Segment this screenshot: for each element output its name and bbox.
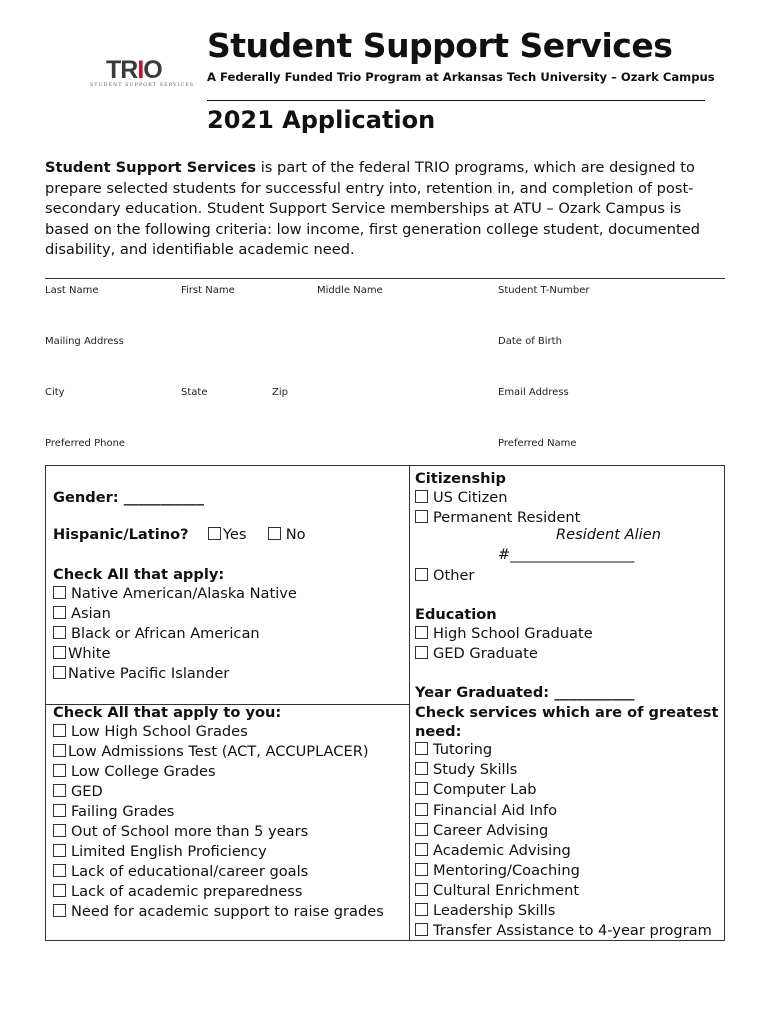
service-item[interactable]: Computer Lab <box>415 781 537 799</box>
checkbox[interactable] <box>53 626 66 639</box>
service-item[interactable]: Study Skills <box>415 761 517 779</box>
checkbox[interactable] <box>415 903 428 916</box>
service-item[interactable]: Transfer Assistance to 4-year program <box>415 922 712 940</box>
hs-grad-option[interactable]: High School Graduate <box>415 625 593 643</box>
checkbox[interactable] <box>415 490 428 503</box>
service-item[interactable]: Mentoring/Coaching <box>415 862 580 880</box>
gender-field[interactable]: Gender: ___________ <box>53 489 204 506</box>
phone-label: Preferred Phone <box>45 438 126 449</box>
services-heading-line2: need: <box>415 723 462 740</box>
checkbox[interactable] <box>53 784 66 797</box>
race-item[interactable]: Black or African American <box>53 625 260 643</box>
checkbox[interactable] <box>415 626 428 639</box>
header-divider <box>207 100 705 101</box>
checkbox[interactable] <box>53 586 66 599</box>
checkbox[interactable] <box>53 884 66 897</box>
hispanic-label: Hispanic/Latino? <box>53 526 189 543</box>
permanent-resident-option[interactable]: Permanent Resident <box>415 509 580 527</box>
checkbox[interactable] <box>415 883 428 896</box>
trio-logo-word: TRIO <box>106 56 162 84</box>
checkbox[interactable] <box>415 923 428 936</box>
email-label: Email Address <box>498 387 569 398</box>
checkbox[interactable] <box>415 646 428 659</box>
intro-body: is part of the federal TRIO programs, which are designed to prepare selected students for successful entry into, retention in, and completion of post-secondary education. Student Support Service memberships at ATU – Ozark Campus is based on the following criteria: low income, first generation college student, documented disability, and identifiable academic need. <box>45 159 700 259</box>
academic-need-item[interactable]: Limited English Proficiency <box>53 843 267 861</box>
grid-vertical-divider <box>409 466 410 940</box>
academic-need-item[interactable]: Out of School more than 5 years <box>53 823 308 841</box>
service-item[interactable]: Academic Advising <box>415 842 571 860</box>
academic-need-item[interactable]: GED <box>53 783 103 801</box>
hispanic-yes-checkbox[interactable] <box>208 527 221 540</box>
mailing-address-label: Mailing Address <box>45 336 124 347</box>
service-item[interactable]: Leadership Skills <box>415 902 555 920</box>
hispanic-no-label: No <box>285 526 306 543</box>
checkbox[interactable] <box>415 762 428 775</box>
t-number-label: Student T-Number <box>498 285 590 296</box>
checkbox[interactable] <box>53 864 66 877</box>
checkbox[interactable] <box>53 844 66 857</box>
dob-label: Date of Birth <box>498 336 562 347</box>
academic-need-item[interactable]: Low College Grades <box>53 763 216 781</box>
checklist-grid <box>45 465 725 941</box>
trio-logo-subtext: STUDENT SUPPORT SERVICES <box>90 83 195 88</box>
resident-alien-number-field[interactable]: #_________________ <box>498 546 635 563</box>
year-graduated-field[interactable]: Year Graduated: ___________ <box>415 684 635 701</box>
page-title: Student Support Services <box>207 26 673 65</box>
service-item[interactable]: Career Advising <box>415 822 548 840</box>
ged-grad-option[interactable]: GED Graduate <box>415 645 538 663</box>
checkbox[interactable] <box>53 666 66 679</box>
state-label: State <box>181 387 208 398</box>
race-item[interactable]: Native American/Alaska Native <box>53 585 297 603</box>
race-item[interactable]: Native Pacific Islander <box>53 665 229 683</box>
education-heading: Education <box>415 606 497 623</box>
trio-logo <box>88 58 196 90</box>
last-name-label: Last Name <box>45 285 99 296</box>
race-item[interactable]: White <box>53 645 110 663</box>
academic-need-item[interactable]: Failing Grades <box>53 803 174 821</box>
zip-label: Zip <box>272 387 288 398</box>
academic-need-item[interactable]: Lack of academic preparedness <box>53 883 302 901</box>
checkbox[interactable] <box>53 606 66 619</box>
services-heading-line1: Check services which are of greatest <box>415 704 719 721</box>
checkbox[interactable] <box>415 742 428 755</box>
hispanic-row <box>53 526 306 544</box>
resident-alien-label: Resident Alien <box>556 526 661 543</box>
service-item[interactable]: Cultural Enrichment <box>415 882 579 900</box>
application-title: 2021 Application <box>207 106 436 134</box>
intro-paragraph <box>45 158 727 261</box>
checkbox[interactable] <box>415 823 428 836</box>
race-item[interactable]: Asian <box>53 605 111 623</box>
checkbox[interactable] <box>415 568 428 581</box>
checkbox[interactable] <box>53 824 66 837</box>
checkbox[interactable] <box>415 843 428 856</box>
first-name-label: First Name <box>181 285 235 296</box>
academic-need-item[interactable]: Need for academic support to raise grades <box>53 903 384 921</box>
academic-need-item[interactable]: Low High School Grades <box>53 723 248 741</box>
academic-need-item[interactable]: Lack of educational/career goals <box>53 863 308 881</box>
citizenship-heading: Citizenship <box>415 470 506 487</box>
intro-lead: Student Support Services <box>45 159 257 176</box>
us-citizen-option[interactable]: US Citizen <box>415 489 508 507</box>
city-line[interactable]: ________________________________________________________________________________________________________________ <box>45 370 717 382</box>
checkbox[interactable] <box>415 510 428 523</box>
preferred-name-label: Preferred Name <box>498 438 577 449</box>
service-item[interactable]: Financial Aid Info <box>415 802 557 820</box>
race-heading: Check All that apply: <box>53 566 225 583</box>
name-line[interactable] <box>45 278 725 279</box>
checkbox[interactable] <box>415 782 428 795</box>
other-option[interactable]: Other <box>415 567 474 585</box>
checkbox[interactable] <box>53 744 66 757</box>
checkbox[interactable] <box>53 904 66 917</box>
academic-need-item[interactable]: Low Admissions Test (ACT, ACCUPLACER) <box>53 743 369 761</box>
hispanic-no-checkbox[interactable] <box>268 527 281 540</box>
academic-need-heading: Check All that apply to you: <box>53 704 282 721</box>
checkbox[interactable] <box>53 804 66 817</box>
city-label: City <box>45 387 65 398</box>
address-line[interactable]: ________________________________________________________________________________________________________________ <box>45 318 717 330</box>
checkbox[interactable] <box>415 863 428 876</box>
checkbox[interactable] <box>415 803 428 816</box>
phone-line[interactable]: ________________________________________________________________________________________________________________ <box>45 421 717 433</box>
checkbox[interactable] <box>53 724 66 737</box>
checkbox[interactable] <box>53 646 66 659</box>
hispanic-yes-label: Yes <box>222 526 247 543</box>
checkbox[interactable] <box>53 764 66 777</box>
service-item[interactable]: Tutoring <box>415 741 492 759</box>
page-subtitle: A Federally Funded Trio Program at Arkansas Tech University – Ozark Campus <box>207 70 715 84</box>
middle-name-label: Middle Name <box>317 285 383 296</box>
